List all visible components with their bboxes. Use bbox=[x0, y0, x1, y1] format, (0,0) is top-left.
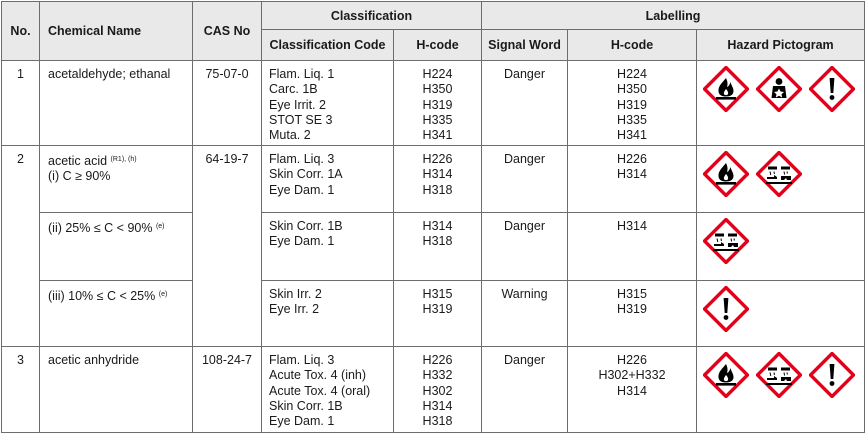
signal-word: Danger bbox=[482, 347, 568, 433]
h-code: H318 bbox=[422, 414, 453, 429]
col-header-h-code: H-code bbox=[394, 30, 482, 61]
classification-code: Skin Corr. 1B bbox=[269, 219, 343, 233]
classification-codes bbox=[262, 213, 394, 281]
cas-number: 108-24-7 bbox=[193, 347, 262, 433]
cas-number: 75-07-0 bbox=[193, 61, 262, 146]
hazard-pictograms bbox=[697, 281, 865, 347]
hazard-pictograms bbox=[697, 61, 865, 146]
label-h-code: H314 bbox=[617, 167, 647, 182]
flame-icon bbox=[703, 151, 749, 197]
col-header-no: No. bbox=[2, 2, 40, 61]
signal-word: Danger bbox=[482, 146, 568, 213]
classification-codes bbox=[262, 347, 394, 433]
classification-code: Acute Tox. 4 (oral) bbox=[269, 383, 371, 398]
chemical-name: acetaldehyde; ethanal bbox=[40, 61, 193, 146]
col-header-hazard-pictogram: Hazard Pictogram bbox=[697, 30, 865, 61]
corrosion-icon bbox=[703, 218, 749, 264]
h-code: H318 bbox=[422, 234, 453, 249]
signal-word: Danger bbox=[482, 61, 568, 146]
flame-icon bbox=[703, 66, 749, 112]
label-h-code: H350 bbox=[617, 82, 647, 97]
label-h-code: H315 bbox=[617, 287, 647, 301]
classification-codes bbox=[262, 61, 394, 146]
col-header-classification-code: Classification Code bbox=[262, 30, 394, 61]
h-code: H335 bbox=[422, 112, 453, 127]
col-header-label-h-code: H-code bbox=[568, 30, 697, 61]
classification-codes bbox=[262, 281, 394, 347]
classification-code: STOT SE 3 bbox=[269, 112, 333, 127]
label-h-code: H341 bbox=[617, 128, 647, 143]
flame-icon bbox=[703, 352, 749, 398]
label-h-code: H335 bbox=[617, 112, 647, 127]
health-hazard-icon bbox=[756, 66, 802, 112]
classification-code: Skin Corr. 1B bbox=[269, 398, 343, 413]
h-code: H226 bbox=[422, 152, 453, 166]
table-row bbox=[2, 61, 865, 146]
concentration-range: (i) C ≥ 90% bbox=[48, 169, 111, 184]
label-h-code: H314 bbox=[617, 383, 647, 398]
h-codes bbox=[394, 281, 482, 347]
footnote-ref: (R1), (h) bbox=[110, 156, 137, 163]
chemical-name: (iii) 10% ≤ C < 25% $^{(e)}$ bbox=[40, 281, 193, 347]
col-header-chemical-name: Chemical Name bbox=[40, 2, 193, 61]
h-code: H332 bbox=[422, 368, 453, 383]
col-header-cas-no: CAS No bbox=[193, 2, 262, 61]
col-header-signal-word: Signal Word bbox=[482, 30, 568, 61]
hazard-pictograms bbox=[697, 347, 865, 433]
classification-code: Acute Tox. 4 (inh) bbox=[269, 368, 367, 383]
h-code: H314 bbox=[422, 219, 453, 233]
classification-code: Eye Irr. 2 bbox=[269, 302, 320, 317]
label-h-code: H226 bbox=[617, 353, 647, 367]
classification-code: Skin Corr. 1A bbox=[269, 167, 343, 182]
label-h-codes bbox=[568, 61, 697, 146]
footnote-ref: (e) bbox=[155, 223, 165, 230]
hazard-pictograms bbox=[697, 146, 865, 213]
label-h-codes bbox=[568, 347, 697, 433]
hazard-pictograms bbox=[697, 213, 865, 281]
label-h-code: H226 bbox=[617, 152, 647, 166]
classification-code: Eye Dam. 1 bbox=[269, 234, 335, 249]
col-header-classification: Classification bbox=[262, 2, 482, 30]
label-h-codes bbox=[568, 281, 697, 347]
chemical-name: acetic acid $^{(R1), (h)}$ (i) C ≥ 90% bbox=[40, 146, 193, 213]
row-number: 2 bbox=[2, 146, 40, 347]
signal-word: Danger bbox=[482, 213, 568, 281]
classification-code: Flam. Liq. 1 bbox=[269, 67, 335, 81]
col-header-labelling: Labelling bbox=[482, 2, 865, 30]
h-code: H224 bbox=[422, 67, 453, 81]
classification-code: Carc. 1B bbox=[269, 82, 318, 97]
classification-code: Eye Irrit. 2 bbox=[269, 97, 326, 112]
cas-number: 64-19-7 bbox=[193, 146, 262, 347]
h-codes bbox=[394, 146, 482, 213]
label-h-code: H224 bbox=[617, 67, 647, 81]
h-code: H319 bbox=[422, 302, 453, 317]
row-number: 3 bbox=[2, 347, 40, 433]
h-code: H319 bbox=[422, 97, 453, 112]
classification-code: Muta. 2 bbox=[269, 128, 311, 143]
h-code: H314 bbox=[422, 398, 453, 413]
classification-code: Skin Irr. 2 bbox=[269, 287, 322, 301]
classification-code: Eye Dam. 1 bbox=[269, 182, 335, 197]
table-row bbox=[2, 213, 865, 281]
h-codes bbox=[394, 347, 482, 433]
corrosion-icon bbox=[756, 151, 802, 197]
h-codes bbox=[394, 213, 482, 281]
table-row bbox=[2, 146, 865, 213]
classification-code: Flam. Liq. 3 bbox=[269, 152, 335, 166]
h-code: H315 bbox=[422, 287, 453, 301]
h-code: H318 bbox=[422, 182, 453, 197]
label-h-code: H302+H332 bbox=[598, 368, 666, 383]
exclamation-icon bbox=[703, 286, 749, 332]
chemical-classification-table bbox=[1, 1, 865, 433]
footnote-ref: (e) bbox=[158, 291, 168, 298]
classification-code: Eye Dam. 1 bbox=[269, 414, 335, 429]
label-h-codes bbox=[568, 213, 697, 281]
h-code: H350 bbox=[422, 82, 453, 97]
chemical-name: (ii) 25% ≤ C < 90% $^{(e)}$ bbox=[40, 213, 193, 281]
corrosion-icon bbox=[756, 352, 802, 398]
signal-word: Warning bbox=[482, 281, 568, 347]
h-code: H314 bbox=[422, 167, 453, 182]
table-row bbox=[2, 347, 865, 433]
table-row bbox=[2, 281, 865, 347]
classification-codes bbox=[262, 146, 394, 213]
exclamation-icon bbox=[809, 352, 855, 398]
classification-code: Flam. Liq. 3 bbox=[269, 353, 335, 367]
h-code: H302 bbox=[422, 383, 453, 398]
row-number: 1 bbox=[2, 61, 40, 146]
label-h-code: H314 bbox=[617, 219, 647, 233]
label-h-code: H319 bbox=[617, 302, 647, 317]
exclamation-icon bbox=[809, 66, 855, 112]
h-codes bbox=[394, 61, 482, 146]
chemical-name: acetic anhydride bbox=[40, 347, 193, 433]
h-code: H226 bbox=[422, 353, 453, 367]
h-code: H341 bbox=[422, 128, 453, 143]
label-h-code: H319 bbox=[617, 97, 647, 112]
label-h-codes bbox=[568, 146, 697, 213]
